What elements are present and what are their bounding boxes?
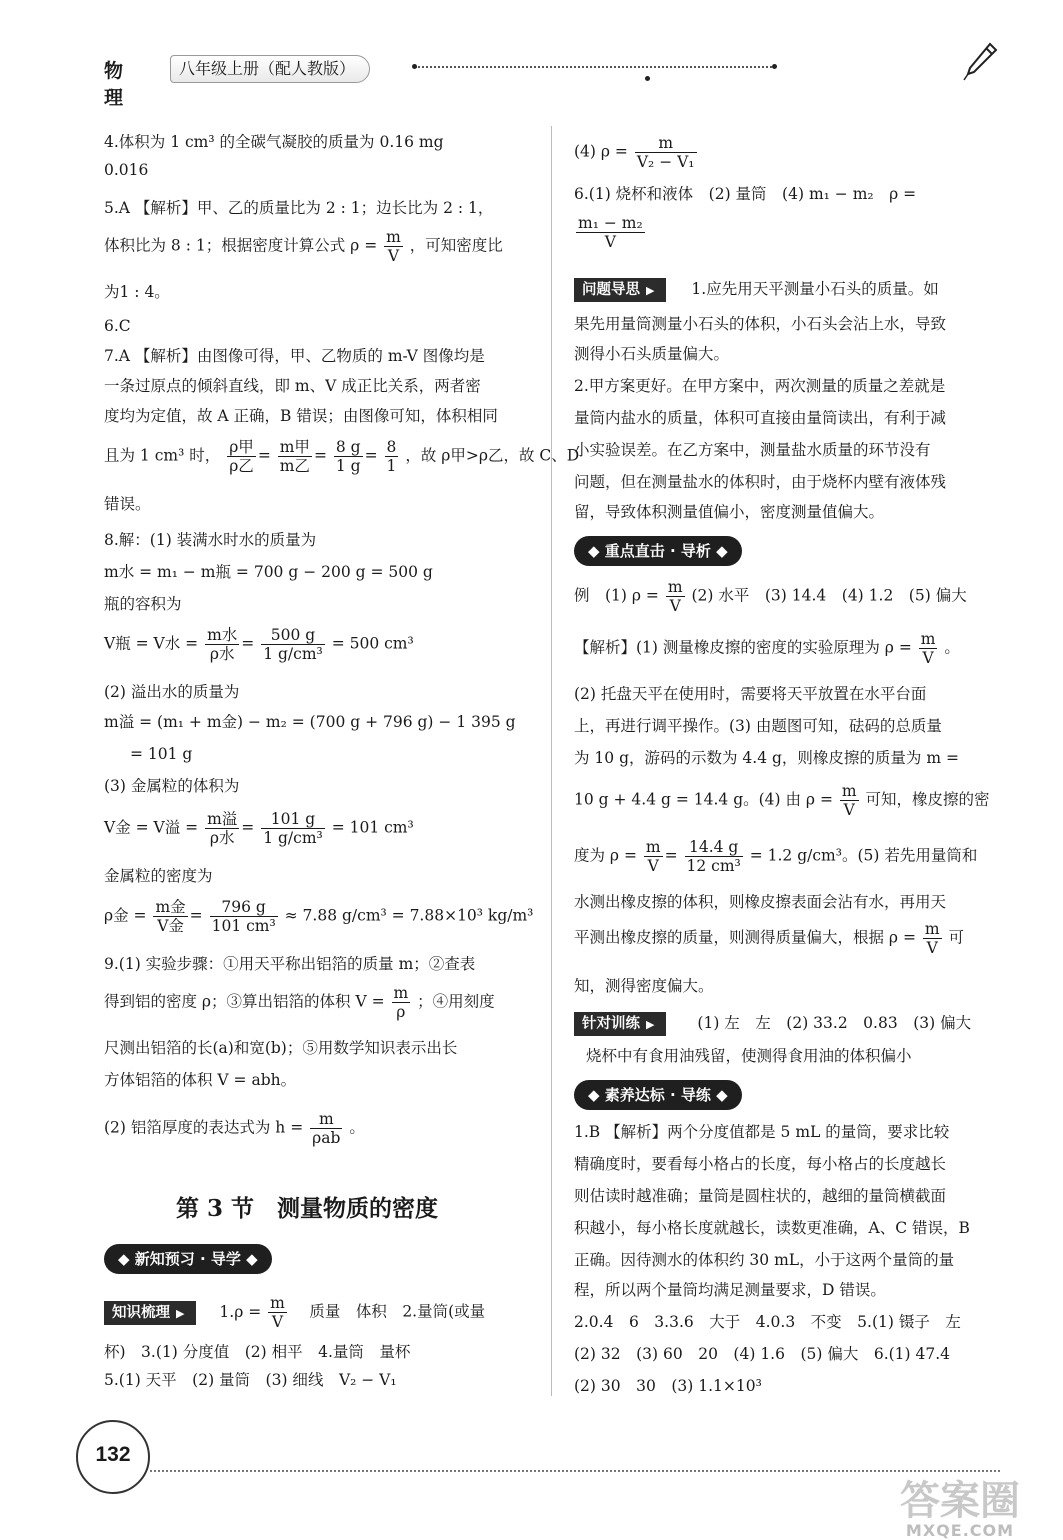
formula-line xyxy=(574,782,990,819)
text-line: 烧杯中有食用油残留，使测得食用油的体积偏小 xyxy=(586,1047,912,1065)
numerator: m xyxy=(635,134,697,153)
fraction xyxy=(334,438,363,475)
text-span: 1.ρ = xyxy=(219,1302,262,1321)
text-line: 4.体积为 1 cm³ 的全碳气凝胶的质量为 0.16 mg xyxy=(104,133,444,151)
denominator: m乙 xyxy=(279,457,310,475)
fraction xyxy=(261,810,325,847)
numerator: m xyxy=(386,228,401,246)
numerator: m xyxy=(310,1110,342,1129)
denominator: 1 xyxy=(386,457,397,475)
text-span: V瓶 = V水 = xyxy=(104,634,199,653)
text-span: = 101 cm³ xyxy=(331,818,414,837)
denominator: 1 g/cm³ xyxy=(263,829,323,847)
header-dotted-rule xyxy=(415,66,775,68)
text-line: 6.(1) 烧杯和液体 (2) 量筒 (4) m₁ − m₂ ρ = xyxy=(574,185,917,203)
text-span: 体积比为 8 : 1；根据密度计算公式 ρ = xyxy=(104,236,378,255)
fraction xyxy=(666,578,685,615)
fraction xyxy=(205,810,239,847)
training-tag: 针对训练 ▶ xyxy=(574,1012,666,1036)
numerator: m xyxy=(645,838,661,856)
pill-line xyxy=(574,536,742,566)
formula-line xyxy=(574,278,939,302)
text-line: = 101 g xyxy=(130,745,193,763)
section-pill-preview xyxy=(104,1244,272,1274)
text-line: 金属粒的密度为 xyxy=(104,867,213,885)
denominator: V xyxy=(387,247,400,265)
text-line: 5.(1) 天平 (2) 量筒 (3) 细线 V₂ − V₁ xyxy=(104,1371,397,1389)
formula-line xyxy=(574,134,699,171)
formula-line xyxy=(104,228,503,265)
watermark-logo xyxy=(870,1480,1050,1540)
text-span: ≈ 7.88 g/cm³ = 7.88×10³ kg/m³ xyxy=(284,906,534,925)
numerator: m甲 xyxy=(279,438,310,456)
denominator: V金 xyxy=(157,917,184,935)
text-span: ；④用刻度 xyxy=(417,992,495,1011)
formula-line: 度为 ρ = $\frac{m}{V}$ = $\frac{14.4 g}{\text{12 cm³}}$ = 1.2 g/cm³。(5) 若先用量筒和 xyxy=(574,838,978,875)
text-line: m水 = m₁ − m瓶 = 700 g − 200 g = 500 g xyxy=(104,563,433,581)
fraction xyxy=(227,438,256,475)
denominator: V xyxy=(604,233,616,251)
text-span: V金 = V溢 = xyxy=(104,818,199,837)
fraction xyxy=(205,626,239,663)
text-line: 尺测出铝箔的长(a)和宽(b)；⑤用数学知识表示出长 xyxy=(104,1039,458,1057)
fraction xyxy=(310,1110,342,1147)
page-number: 132 xyxy=(76,1420,150,1494)
section-title: 第 3 节 测量物质的密度 xyxy=(176,1195,439,1222)
text-line: 问题，但在测量盐水的体积时，由于烧杯内壁有液体残 xyxy=(574,473,947,491)
text-line: 9.(1) 实验步骤：①用天平称出铝箔的质量 m；②查表 xyxy=(104,955,476,973)
pen-icon xyxy=(960,40,1000,84)
text-span: 得到铝的密度 ρ；③算出铝箔的体积 V = xyxy=(104,992,385,1011)
numerator: 8 xyxy=(386,438,397,456)
text-line: 留，导致体积测量值偏小，密度测量值偏大。 xyxy=(574,503,885,521)
text-line: 错误。 xyxy=(104,495,151,513)
denominator: V xyxy=(922,649,934,667)
text-span: 。 xyxy=(349,1118,365,1137)
text-line: 2.0.4 6 3.3.6 大于 4.0.3 不变 5.(1) 镊子 左 xyxy=(574,1313,961,1331)
footer-dotted-rule xyxy=(150,1470,1000,1472)
numerator: m xyxy=(667,578,683,596)
fraction xyxy=(392,984,411,1021)
fraction xyxy=(385,438,399,475)
text-span: (1) 左 左 (2) 33.2 0.83 (3) 偏大 xyxy=(697,1014,972,1032)
fraction xyxy=(923,920,942,957)
numerator: 101 g xyxy=(261,810,325,829)
text-span: 。 xyxy=(944,638,960,657)
fraction xyxy=(210,898,278,935)
fraction xyxy=(919,630,938,667)
denominator: V xyxy=(669,597,681,615)
header-edition: （配人教版） xyxy=(259,59,356,78)
formula-line: V金 = V溢 = $\frac{\text{m溢}}{\text{ρ水}}$ = $\frac{101 g}{\text{1 g/cm³}}$ = 101 cm³ xyxy=(104,810,414,847)
column-divider xyxy=(551,126,552,1396)
text-span: ，可知密度比 xyxy=(409,236,503,255)
numerator: m xyxy=(841,782,857,800)
text-line: (3) 金属粒的体积为 xyxy=(104,777,240,795)
formula-line: ρ金 = $\frac{\text{m金}}{\text{V金}}$ = $\frac{796 g}{\text{101 cm³}}$ ≈ 7.88 g/cm³ = 7.88×10³ kg/m³ xyxy=(104,898,534,935)
formula-line xyxy=(104,984,495,1021)
text-line: 上，再进行调平操作。(3) 由题图可知，砝码的总质量 xyxy=(574,717,942,735)
text-line: (2) 溢出水的质量为 xyxy=(104,683,240,701)
text-line: 精确度时，要看每小格占的长度，每小格占的长度越长 xyxy=(574,1155,947,1173)
text-span: (2) 水平 (3) 14.4 (4) 1.2 (5) 偏大 xyxy=(691,586,967,605)
header-grade: 八年级上册 xyxy=(179,59,260,78)
formula-line: V瓶 = V水 = $\frac{\text{m水}}{\text{ρ水}}$ = $\frac{500 g}{\text{1 g/cm³}}$ = 500 cm³ xyxy=(104,626,414,663)
text-span: 质量 体积 2.量筒(或量 xyxy=(293,1302,486,1321)
numerator: m xyxy=(270,1294,285,1312)
denominator: 1 g xyxy=(335,457,361,475)
denominator: ρ xyxy=(396,1003,406,1021)
fraction xyxy=(840,782,859,819)
denominator: V xyxy=(843,801,855,819)
fraction xyxy=(153,898,187,935)
denominator: ρ乙 xyxy=(229,457,254,475)
text-line: 积越小，每小格长度就越长，读数更准确，A、C 错误，B xyxy=(574,1219,970,1237)
numerator: m₁ − m₂ xyxy=(578,214,643,232)
header-dot xyxy=(412,64,417,69)
text-line: 量筒内盐水的质量，体积可直接由量筒读出，有利于减 xyxy=(574,409,947,427)
formula-line xyxy=(574,630,960,667)
numerator: m金 xyxy=(155,898,186,916)
text-line: 则估读时越准确；量筒是圆柱状的，越细的量筒横截面 xyxy=(574,1187,947,1205)
header-grade-box xyxy=(170,55,370,83)
text-line: (2) 托盘天平在使用时，需要将天平放置在水平台面 xyxy=(574,685,927,703)
text-span: 平测出橡皮擦的质量，则测得质量偏大，根据 ρ = xyxy=(574,928,916,947)
denominator: V₂ − V₁ xyxy=(636,153,695,171)
text-line: 8.解：(1) 装满水时水的质量为 xyxy=(104,531,317,549)
text-span: ，故 ρ甲>ρ乙，故 C、D xyxy=(405,446,580,465)
watermark-text: 答案圈 xyxy=(900,1478,1020,1524)
text-line: 为 10 g，游码的示数为 4.4 g，则橡皮擦的质量为 m = xyxy=(574,749,959,767)
question-tag: 问题导思 ▶ xyxy=(574,278,666,302)
numerator: m xyxy=(920,630,936,648)
denominator: V xyxy=(647,857,659,875)
formula-line xyxy=(574,214,647,251)
fraction xyxy=(268,1294,287,1331)
numerator: 14.4 g xyxy=(685,838,743,857)
text-span: (4) ρ = xyxy=(574,142,628,161)
denominator: ρ水 xyxy=(209,645,235,663)
fraction xyxy=(576,214,645,251)
fraction xyxy=(278,438,312,475)
formula-line xyxy=(574,1012,971,1036)
text-line: 2.甲方案更好。在甲方案中，两次测量的质量之差就是 xyxy=(574,377,946,395)
numerator: 796 g xyxy=(210,898,278,917)
fraction xyxy=(685,838,743,875)
formula-line xyxy=(574,578,967,615)
numerator: 500 g xyxy=(261,626,325,645)
text-span: ρ金 = xyxy=(104,906,147,925)
denominator: V xyxy=(271,1313,284,1331)
text-line: 小实验误差。在乙方案中，测量盐水质量的环节没有 xyxy=(574,441,931,459)
text-span: (2) 铝箔厚度的表达式为 h = xyxy=(104,1118,304,1137)
text-line: 果先用量筒测量小石头的体积，小石头会沾上水，导致 xyxy=(574,315,947,333)
text-span: 例 (1) ρ = xyxy=(574,586,659,605)
text-line: m溢 = (m₁ + m金) − m₂ = (700 g + 796 g) − 1 395 g xyxy=(104,713,516,731)
pill-label: ◆ 素养达标 · 导练 ◆ xyxy=(574,1080,742,1110)
text-line: 水测出橡皮擦的体积，则橡皮擦表面会沾有水，再用天 xyxy=(574,893,947,911)
denominator: 1 g/cm³ xyxy=(263,645,323,663)
numerator: ρ甲 xyxy=(229,438,254,456)
header-subject: 物理 xyxy=(104,60,127,109)
numerator: m溢 xyxy=(207,810,238,828)
denominator: ρab xyxy=(312,1129,341,1147)
pill-label: ◆ 重点直击 · 导析 ◆ xyxy=(574,536,742,566)
fraction xyxy=(635,134,697,171)
text-line: 程，所以两个量筒均满足测量要求，D 错误。 xyxy=(574,1281,886,1299)
denominator: V xyxy=(926,939,938,957)
watermark-url: MXQE.COM xyxy=(905,1521,1015,1540)
text-span: 且为 1 cm³ 时， xyxy=(104,446,221,465)
pill-line xyxy=(574,1080,742,1110)
formula-line: 且为 1 cm³ 时， $\frac{\text{ρ甲}}{\text{ρ乙}}$ = $\frac{\text{m甲}}{\text{m乙}}$ = $\frac{8 g}{1 g}$ = $\frac{8}{1}$ ，故 ρ甲>ρ乙，故 C、D xyxy=(104,438,580,475)
text-span: 可知，橡皮擦的密 xyxy=(865,790,990,809)
text-line: (2) 30 30 (3) 1.1×10³ xyxy=(574,1377,762,1395)
text-line: 6.C xyxy=(104,317,131,335)
formula-line xyxy=(104,1294,485,1331)
header-dot xyxy=(645,76,650,81)
text-span: = 500 cm³ xyxy=(331,634,414,653)
fraction xyxy=(644,838,663,875)
text-line: 度均为定值，故 A 正确，B 错误；由图像可知，体积相同 xyxy=(104,407,498,425)
text-line: 正确。因待测水的体积约 30 mL，小于这两个量筒的量 xyxy=(574,1251,955,1269)
denominator: 12 cm³ xyxy=(686,857,741,875)
numerator: 8 g xyxy=(335,438,361,456)
fraction xyxy=(384,228,403,265)
text-line: 1.B 【解析】两个分度值都是 5 mL 的量筒，要求比较 xyxy=(574,1123,950,1141)
text-span: = 1.2 g/cm³。(5) 若先用量筒和 xyxy=(749,846,978,865)
text-span: 10 g + 4.4 g = 14.4 g。(4) 由 ρ = xyxy=(574,790,833,809)
text-line: 方体铝箔的体积 V = abh。 xyxy=(104,1071,297,1089)
denominator: ρ水 xyxy=(209,829,235,847)
text-line: 0.016 xyxy=(104,161,149,179)
text-line: 5.A 【解析】甲、乙的质量比为 2 : 1；边长比为 2 : 1， xyxy=(104,199,494,217)
numerator: m xyxy=(924,920,940,938)
text-span: 1.应先用天平测量小石头的质量。如 xyxy=(691,280,939,298)
fraction xyxy=(261,626,325,663)
text-line: 杯) 3.(1) 分度值 (2) 相平 4.量筒 量杯 xyxy=(104,1343,411,1361)
header-dot xyxy=(772,64,777,69)
numerator: m水 xyxy=(207,626,238,644)
denominator: 101 cm³ xyxy=(211,917,276,935)
text-line: 为1 : 4。 xyxy=(104,283,170,301)
text-span: 度为 ρ = xyxy=(574,846,637,865)
text-line: 一条过原点的倾斜直线，即 m、V 成正比关系，两者密 xyxy=(104,377,481,395)
text-span: 【解析】(1) 测量橡皮擦的密度的实验原理为 ρ = xyxy=(574,638,912,657)
numerator: m xyxy=(393,984,409,1002)
text-line: 瓶的容积为 xyxy=(104,595,182,613)
formula-line xyxy=(104,1110,365,1147)
formula-line xyxy=(574,920,964,957)
text-line: 7.A 【解析】由图像可得，甲、乙物质的 m-V 图像均是 xyxy=(104,347,485,365)
text-span: 可 xyxy=(948,928,965,947)
knowledge-tag: 知识梳理 ▶ xyxy=(104,1301,196,1325)
pill-label: ◆ 新知预习 · 导学 ◆ xyxy=(104,1244,272,1274)
text-line: 测得小石头质量偏大。 xyxy=(574,345,730,363)
text-line: 知，测得密度偏大。 xyxy=(574,977,714,995)
text-line: (2) 32 (3) 60 20 (4) 1.6 (5) 偏大 6.(1) 47.4 xyxy=(574,1345,951,1363)
